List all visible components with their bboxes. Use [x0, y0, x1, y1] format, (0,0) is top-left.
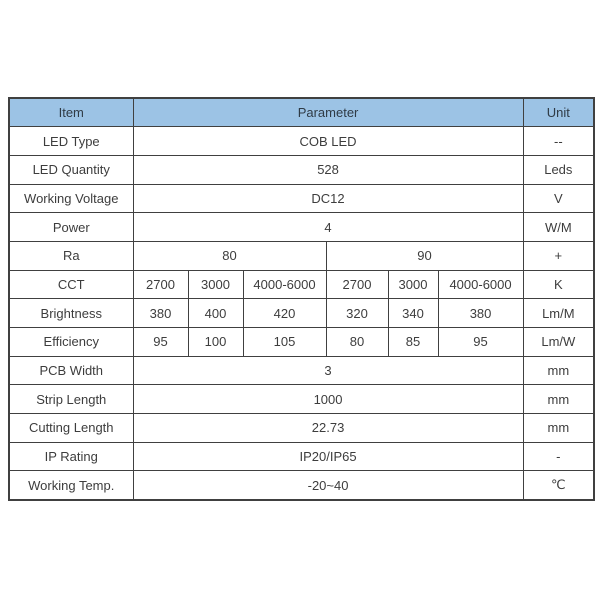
row-value: 420	[243, 299, 326, 328]
row-unit: K	[523, 270, 594, 299]
row-unit: Lm/M	[523, 299, 594, 328]
row-value: 400	[188, 299, 243, 328]
table-row-led-quantity	[9, 155, 594, 184]
row-unit: -	[523, 442, 594, 471]
table-row-working-voltage	[9, 184, 594, 213]
row-item-label: CCT	[9, 270, 133, 299]
table-row-strip-length	[9, 385, 594, 414]
table-row-brightness	[9, 299, 594, 328]
row-unit: Lm/W	[523, 328, 594, 357]
row-value: 4	[133, 213, 523, 242]
table-header-row	[9, 98, 594, 127]
row-unit: mm	[523, 356, 594, 385]
row-value-ra80: 80	[133, 241, 326, 270]
row-unit: mm	[523, 385, 594, 414]
row-value: 3	[133, 356, 523, 385]
row-unit: mm	[523, 414, 594, 443]
row-value: COB LED	[133, 127, 523, 156]
row-value: 85	[388, 328, 438, 357]
row-value: 3000	[188, 270, 243, 299]
row-value: 340	[388, 299, 438, 328]
row-item-label: Working Temp.	[9, 471, 133, 500]
table-row-working-temp	[9, 471, 594, 500]
row-value: 2700	[133, 270, 188, 299]
row-value: 105	[243, 328, 326, 357]
row-value: 3000	[388, 270, 438, 299]
row-unit: V	[523, 184, 594, 213]
header-unit: Unit	[523, 98, 594, 127]
row-unit: --	[523, 127, 594, 156]
row-item-label: LED Type	[9, 127, 133, 156]
table-row-ip-rating	[9, 442, 594, 471]
row-value: 380	[438, 299, 523, 328]
row-item-label: Cutting Length	[9, 414, 133, 443]
row-unit: Leds	[523, 155, 594, 184]
table-row-cutting-length	[9, 414, 594, 443]
row-value-ra90: 90	[326, 241, 523, 270]
led-spec-table	[8, 97, 595, 501]
row-value: 320	[326, 299, 388, 328]
table-row-cct	[9, 270, 594, 299]
row-value: 95	[133, 328, 188, 357]
row-value: 100	[188, 328, 243, 357]
row-unit: ℃	[523, 471, 594, 500]
row-item-label: Power	[9, 213, 133, 242]
row-unit: +	[523, 241, 594, 270]
row-value: 22.73	[133, 414, 523, 443]
table-row-pcb-width	[9, 356, 594, 385]
row-unit: W/M	[523, 213, 594, 242]
row-item-label: Efficiency	[9, 328, 133, 357]
header-parameter: Parameter	[133, 98, 523, 127]
row-value: 4000-6000	[243, 270, 326, 299]
row-value: 2700	[326, 270, 388, 299]
table-row-ra	[9, 241, 594, 270]
row-value: DC12	[133, 184, 523, 213]
row-value: 4000-6000	[438, 270, 523, 299]
row-item-label: Working Voltage	[9, 184, 133, 213]
row-item-label: Brightness	[9, 299, 133, 328]
row-item-label: LED Quantity	[9, 155, 133, 184]
row-item-label: PCB Width	[9, 356, 133, 385]
row-value: -20~40	[133, 471, 523, 500]
table-row-efficiency	[9, 328, 594, 357]
header-item: Item	[9, 98, 133, 127]
table-row-led-type	[9, 127, 594, 156]
row-value: 1000	[133, 385, 523, 414]
row-value: 528	[133, 155, 523, 184]
row-value: IP20/IP65	[133, 442, 523, 471]
row-value: 80	[326, 328, 388, 357]
row-item-label: Strip Length	[9, 385, 133, 414]
row-value: 95	[438, 328, 523, 357]
row-item-label: Ra	[9, 241, 133, 270]
table-row-power	[9, 213, 594, 242]
row-value: 380	[133, 299, 188, 328]
row-item-label: IP Rating	[9, 442, 133, 471]
